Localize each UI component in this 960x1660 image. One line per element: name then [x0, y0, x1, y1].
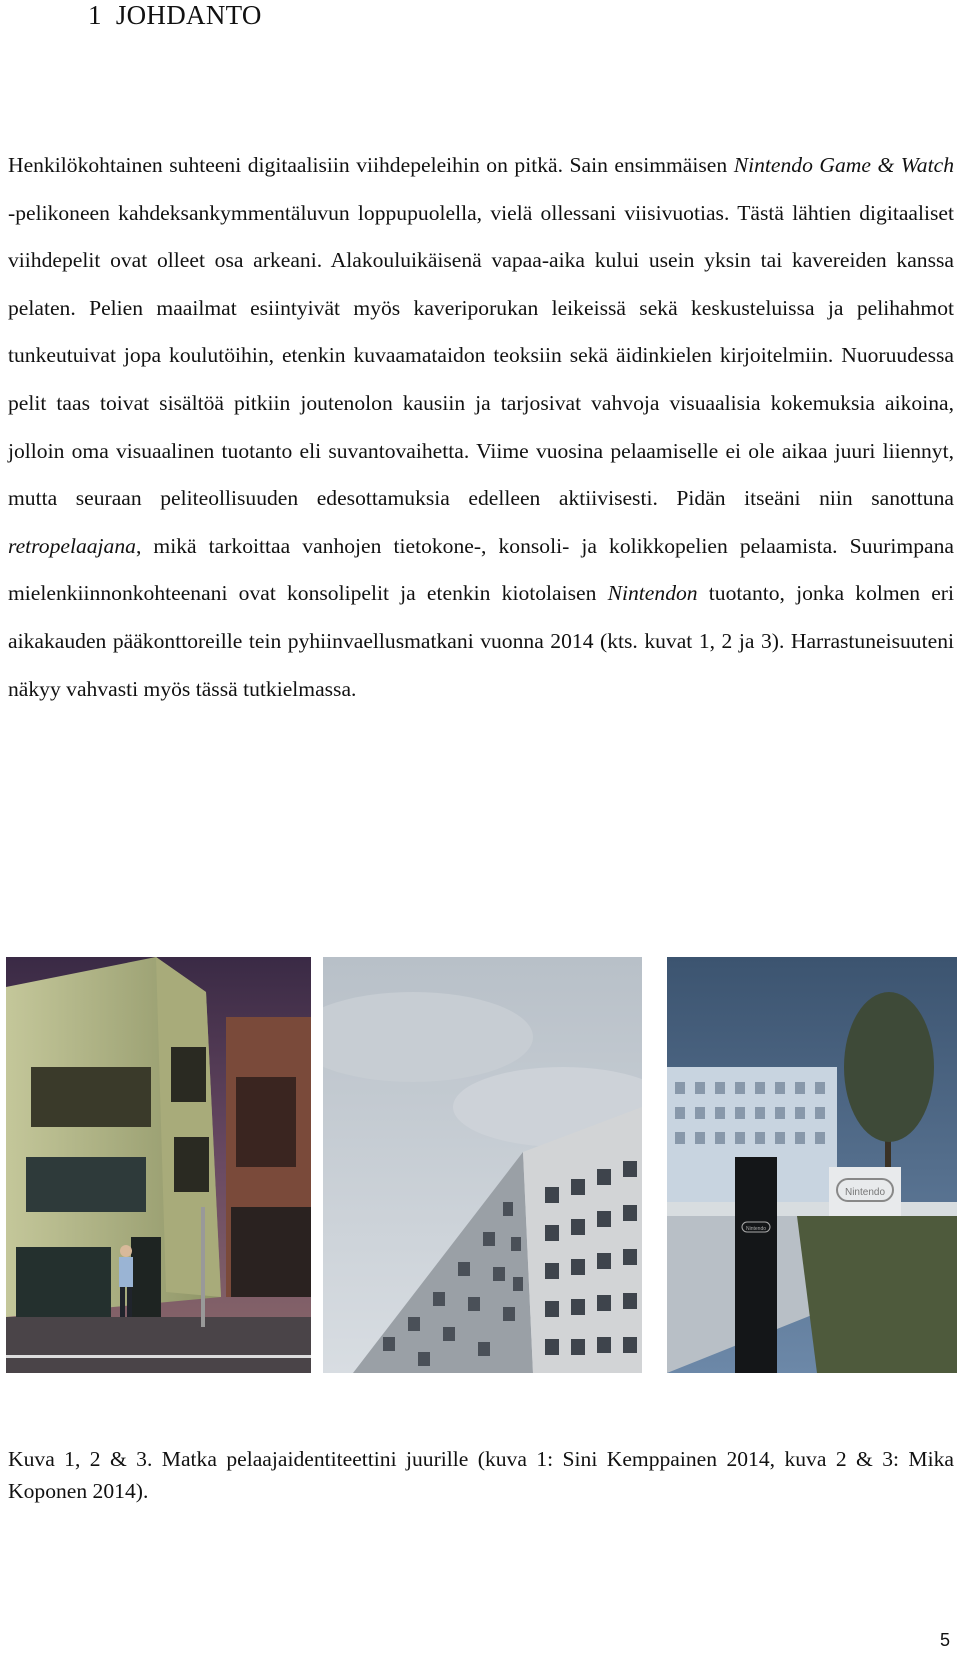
photo-old-headquarters [6, 957, 311, 1373]
paragraph-text: tuotanto, jonka kolmen eri aikakauden pääkonttoreille tein pyhiinvaellusmatkani vuonna 2014 (kts. kuvat 1, 2 ja 3). Harrastuneisuuteni näkyy vahvasti myös tässä tutkielmassa. [8, 581, 954, 701]
photo-modern-building [323, 957, 642, 1373]
chapter-title: JOHDANTO [115, 0, 262, 30]
monument-logo-text: Nintendo [844, 1187, 886, 1198]
sign-logo-text: Nintendo [745, 1226, 767, 1232]
photo-nintendo-headquarters [667, 957, 957, 1373]
paragraph-italic-game-watch: Nintendo Game & Watch [733, 153, 954, 177]
paragraph-italic-retropelaajana: retropelaajana [8, 533, 136, 558]
paragraph-text: , mikä tarkoittaa vanhojen tietokone-, konsoli- ja kolikkopelien pelaamista. Suurimpana mielenkiinnonkohteenani ovat konsolipelit ja etenkin kiotolaisen [8, 533, 954, 606]
paragraph-italic-nintendon: Nintendon [607, 581, 698, 606]
chapter-number: 1 [88, 0, 102, 30]
intro-paragraph [8, 142, 954, 713]
chapter-heading [88, 0, 276, 30]
figure-caption: Kuva 1, 2 & 3. Matka pelaajaidentiteettini juurille (kuva 1: Sini Kemppainen 2014, kuva 2 & 3: Mika Koponen 2014). [8, 1447, 954, 1503]
paragraph-text: -pelikoneen kahdeksankymmentäluvun loppupuolella, vielä ollessani viisivuotias. Tästä lähtien digitaaliset viihdepelit ovat olleet osa arkeani. Alakouluikäisenä vapaa-aika kului usein yksin tai kavereiden kanssa pelaten. Pelien maailmat esiintyivät myös kaveriporukan leikeissä sekä keskusteluissa ja pelihahmot tunkeutuivat jopa koulutöihin, etenkin kuvaamataidon teoksiin sekä äidinkielen kirjoitelmiin. Nuoruudessa pelit taas toivat sisältöä pitkiin joutenolon kausiin ja tarjosivat vahvoja visuaalisia kokemuksia aikoina, jolloin oma visuaalinen tuotanto eli suvantovaihetta. Viime vuosina pelaamiselle ei ole aikaa juuri liiennyt, mutta seuraan peliteollisuuden edesottamuksia edelleen aktiivisesti. Pidän itseäni niin sanottuna [8, 200, 954, 511]
paragraph-text: Henkilökohtainen suhteeni digitaalisiin viihdepeleihin on pitkä. Sain ensimmäisen [8, 153, 734, 177]
page-number: 5 [940, 1630, 951, 1650]
